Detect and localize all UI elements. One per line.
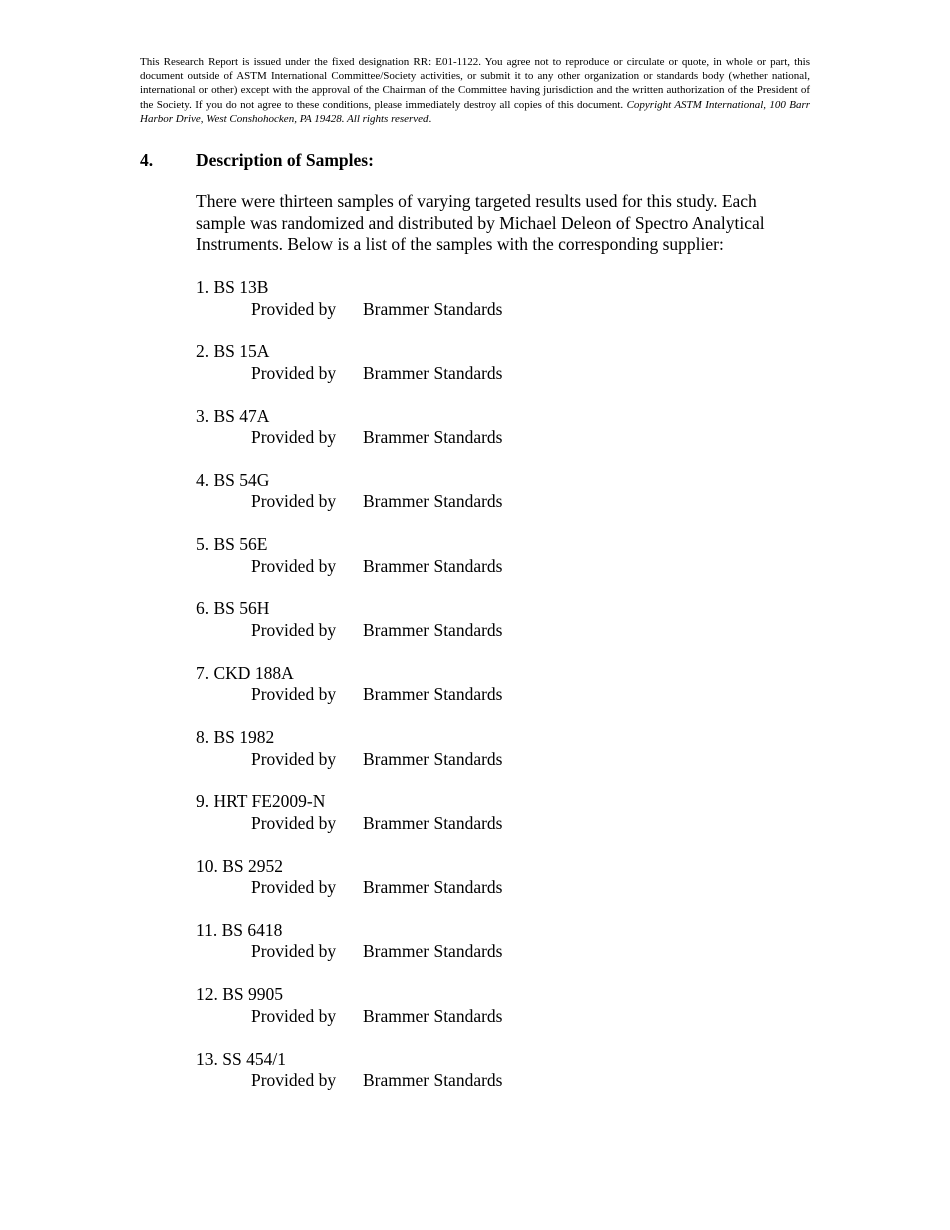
sample-item bbox=[196, 470, 596, 534]
supplier-name: Brammer Standards bbox=[363, 491, 503, 512]
sample-name: 11. BS 6418 bbox=[196, 919, 283, 940]
provider-row bbox=[196, 941, 596, 963]
sample-item bbox=[196, 341, 596, 405]
provided-by-label: Provided by bbox=[251, 684, 337, 705]
provider-row bbox=[196, 620, 596, 642]
sample-name: 13. SS 454/1 bbox=[196, 1048, 286, 1069]
provided-by-label: Provided by bbox=[251, 812, 337, 833]
section-intro-paragraph: There were thirteen samples of varying targeted results used for this study. Each sample was randomized and distributed by Michael Deleon of Spectro Analytical Instruments. Below is a list of the samples with the corresponding supplier: bbox=[196, 191, 765, 254]
sample-name: 2. BS 15A bbox=[196, 341, 270, 362]
supplier-name: Brammer Standards bbox=[363, 362, 503, 383]
sample-item bbox=[196, 920, 596, 984]
provider-row bbox=[196, 363, 596, 385]
supplier-name: Brammer Standards bbox=[363, 298, 503, 319]
provided-by-label: Provided by bbox=[251, 1005, 337, 1026]
provided-by-label: Provided by bbox=[251, 1070, 337, 1091]
sample-item bbox=[196, 727, 596, 791]
supplier-name: Brammer Standards bbox=[363, 877, 503, 898]
copyright-notice: This Research Report is issued under the fixed designation RR: E01-1122. You agree not to reproduce or circulate or quote, in whole or part, this document outside of ASTM International Committee/Society activities, or submit it to any other organization or standards body (whether national, international or other) except with the approval of the Chairman of the Committee having jurisdiction and the written authorization of the President of the Society. If you do not agree to these conditions, please immediately destroy all copies of this document. Copyright ASTM International, 100 Barr Harbor Drive, West Conshohocken, PA 19428. All rights reserved. bbox=[140, 56, 811, 125]
supplier-name: Brammer Standards bbox=[363, 555, 503, 576]
section-number: 4. bbox=[140, 150, 154, 170]
sample-item bbox=[196, 984, 596, 1048]
provider-row bbox=[196, 1070, 596, 1092]
supplier-name: Brammer Standards bbox=[363, 619, 503, 640]
sample-item bbox=[196, 1049, 596, 1113]
provided-by-label: Provided by bbox=[251, 877, 337, 898]
provider-row bbox=[196, 1006, 596, 1028]
sample-name: 1. BS 13B bbox=[196, 277, 269, 297]
supplier-name: Brammer Standards bbox=[363, 941, 503, 962]
supplier-name: Brammer Standards bbox=[363, 1005, 503, 1026]
copyright-line: Copyright ASTM International, 100 Barr Harbor Drive, West Conshohocken, PA 19428. All rights reserved bbox=[140, 98, 811, 125]
sample-name: 6. BS 56H bbox=[196, 598, 270, 619]
sample-name: 10. BS 2952 bbox=[196, 855, 284, 876]
sample-item bbox=[196, 277, 596, 341]
provider-row bbox=[196, 813, 596, 835]
provider-row bbox=[196, 556, 596, 578]
sample-name: 7. CKD 188A bbox=[196, 662, 294, 683]
provided-by-label: Provided by bbox=[251, 748, 337, 769]
sample-item bbox=[196, 791, 596, 855]
sample-name: 5. BS 56E bbox=[196, 534, 268, 555]
provided-by-label: Provided by bbox=[251, 298, 337, 319]
supplier-name: Brammer Standards bbox=[363, 684, 503, 705]
provider-row bbox=[196, 427, 596, 449]
sample-list bbox=[196, 277, 596, 1113]
sample-name: 8. BS 1982 bbox=[196, 727, 275, 748]
provider-row bbox=[196, 299, 596, 321]
provided-by-label: Provided by bbox=[251, 941, 337, 962]
provider-row bbox=[196, 491, 596, 513]
provided-by-label: Provided by bbox=[251, 555, 337, 576]
provider-row bbox=[196, 877, 596, 899]
sample-name: 4. BS 54G bbox=[196, 469, 270, 490]
sample-name: 9. HRT FE2009-N bbox=[196, 791, 326, 812]
sample-item bbox=[196, 663, 596, 727]
supplier-name: Brammer Standards bbox=[363, 748, 503, 769]
notice-text: This Research Report is issued under the fixed designation RR: E01-1122. You agree not to reproduce or circulate or quote, in whole or part, this document outside of ASTM International Committee/Society activities, or submit it to any other organization or standards body (whether national, international or other) except with the approval of the Chairman of the Committee having jurisdiction and the written authorization of the President of the Society. If you do not agree to these conditions, please immediately destroy all copies of this document. bbox=[140, 56, 810, 111]
sample-item bbox=[196, 856, 596, 920]
sample-name: 3. BS 47A bbox=[196, 405, 270, 426]
sample-item bbox=[196, 598, 596, 662]
supplier-name: Brammer Standards bbox=[363, 427, 503, 448]
sample-item bbox=[196, 406, 596, 470]
provided-by-label: Provided by bbox=[251, 427, 337, 448]
sample-name: 12. BS 9905 bbox=[196, 984, 284, 1005]
provider-row bbox=[196, 749, 596, 771]
supplier-name: Brammer Standards bbox=[363, 1070, 503, 1091]
provided-by-label: Provided by bbox=[251, 491, 337, 512]
supplier-name: Brammer Standards bbox=[363, 812, 503, 833]
sample-item bbox=[196, 534, 596, 598]
provided-by-label: Provided by bbox=[251, 619, 337, 640]
section-title: Description of Samples: bbox=[196, 150, 374, 170]
provided-by-label: Provided by bbox=[251, 362, 337, 383]
provider-row bbox=[196, 684, 596, 706]
